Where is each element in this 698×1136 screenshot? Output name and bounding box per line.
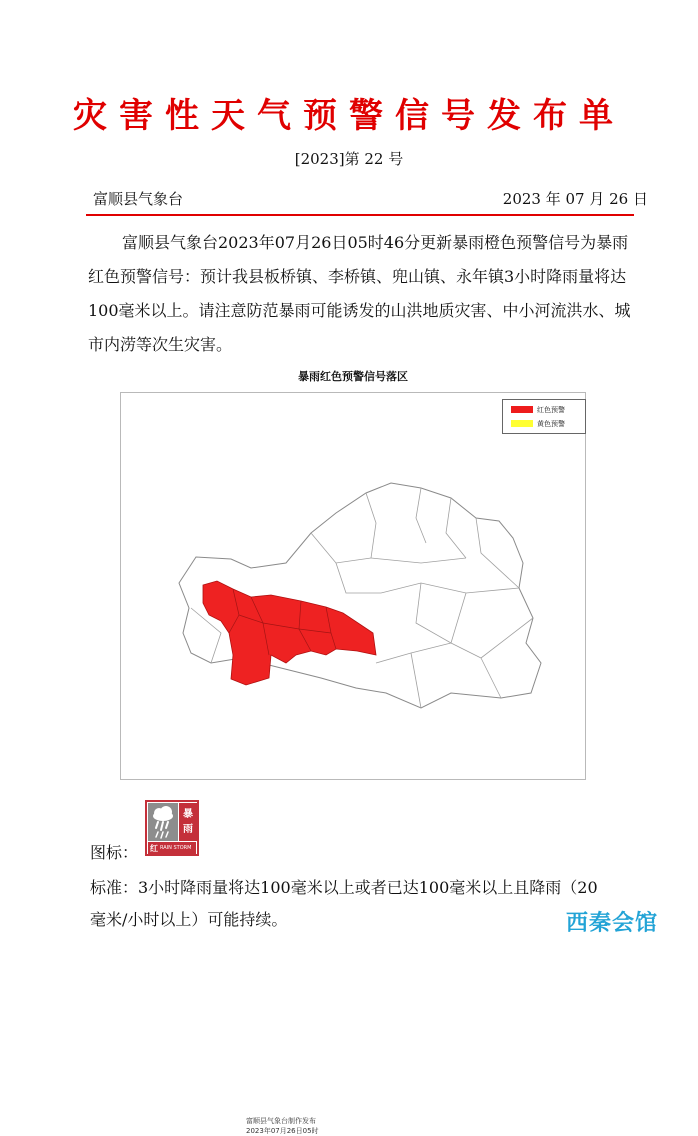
badge-title <box>179 803 197 841</box>
badge-bottom-bar <box>148 842 196 854</box>
legend-item-red <box>511 405 565 414</box>
badge-english: RAIN STORM <box>160 845 192 851</box>
issuer-name: 富顺县气象台 <box>93 190 184 208</box>
map-credit-org: 富顺县气象台制作发布 <box>246 1117 316 1125</box>
legend-item-yellow <box>511 419 565 428</box>
map-credit <box>246 1116 319 1136</box>
watermark-logo: 西秦会馆 <box>566 911 659 936</box>
criteria-text: 标准：3小时降雨量将达100毫米以上或者已达100毫米以上且降雨（20毫米/小时以上）可能持续。 <box>90 878 598 929</box>
rainstorm-red-badge <box>145 800 199 856</box>
issue-date: 2023 年 07 月 26 日 <box>502 190 648 208</box>
map-legend <box>502 399 586 434</box>
county-map <box>121 393 585 779</box>
header-divider <box>86 214 634 216</box>
map-frame <box>120 392 586 780</box>
badge-gray-panel <box>148 803 178 841</box>
legend-swatch-yellow <box>511 420 533 427</box>
document-title: 灾害性天气预警信号发布单 <box>73 96 625 136</box>
badge-char-2: 雨 <box>183 824 193 835</box>
warning-paragraph: 富顺县气象台2023年07月26日05时46分更新暴雨橙色预警信号为暴雨红色预警信号：预计我县板桥镇、李桥镇、兜山镇、永年镇3小时降雨量将达100毫米以上。请注意防范暴雨可能诱发的山洪地质灾害、中小河流洪水、城市内涝等次生灾害。 <box>88 233 631 354</box>
rainstorm-cloud-icon <box>148 803 178 841</box>
document-number: [2023]第 22 号 <box>294 150 404 168</box>
badge-char-1: 暴 <box>183 809 193 820</box>
icon-label: 图标： <box>90 843 139 862</box>
legend-label-red: 红色预警 <box>537 405 565 414</box>
legend-label-yellow: 黄色预警 <box>537 419 565 428</box>
map-credit-time: 2023年07月26日05时 <box>246 1127 319 1135</box>
map-title: 暴雨红色预警信号落区 <box>298 370 408 383</box>
legend-swatch-red <box>511 406 533 413</box>
badge-level: 红 <box>150 843 158 853</box>
